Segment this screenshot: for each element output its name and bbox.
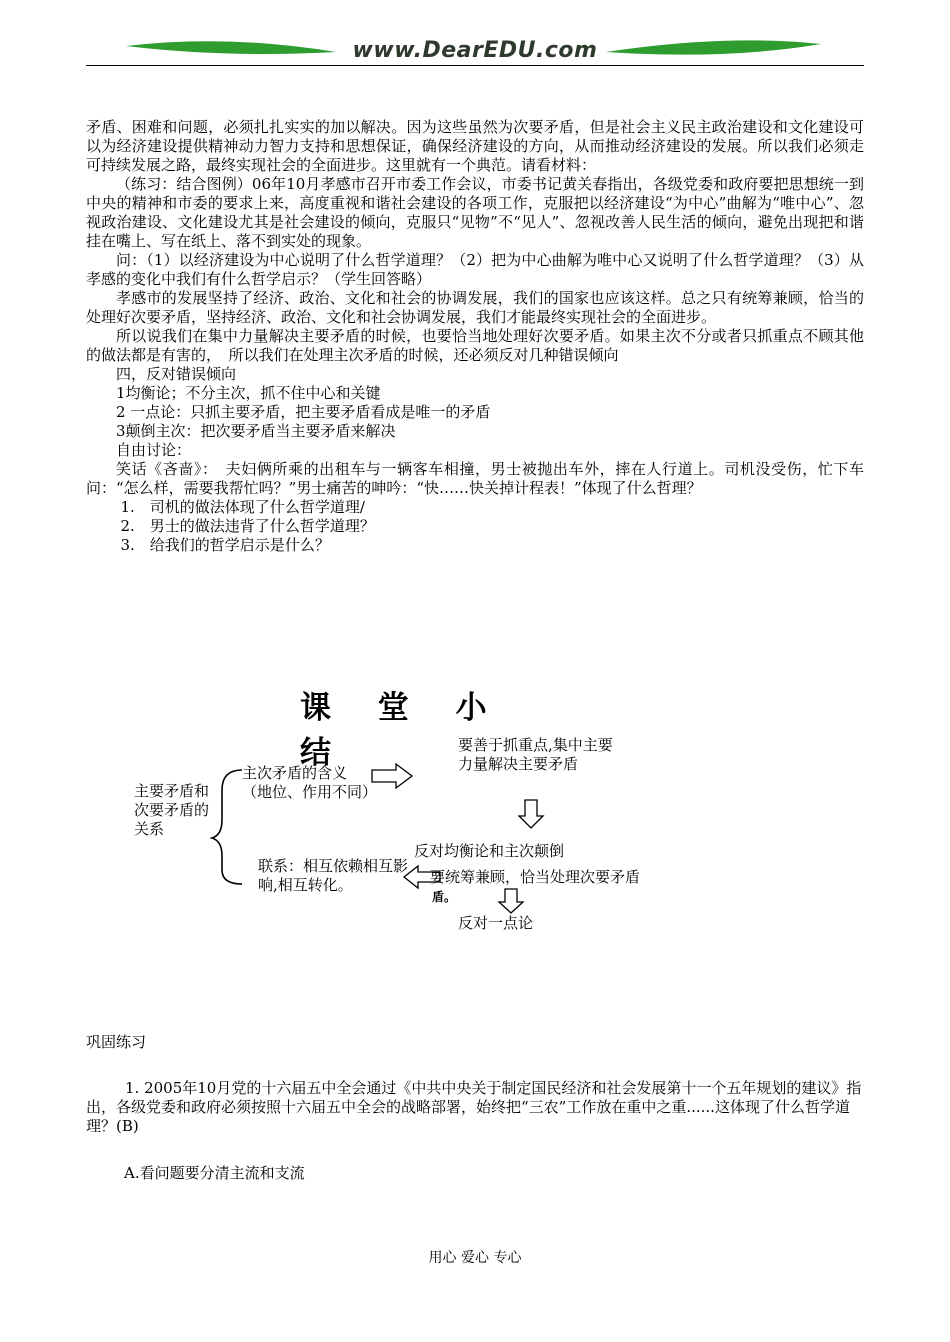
paragraph: 矛盾、困难和问题，必须扎扎实实的加以解决。因为这些虽然为次要矛盾，但是社会主义民主政治建设和文化建设可以为经济建设提供精神动力智力支持和思想保证，确保经济建设的方向，从而推动经济建设的发展。所以我们必须走可持续发展之路，最终实现社会的全面进步。这里就有一个典范。请看材料： xyxy=(86,118,864,174)
page-footer: 用心 爱心 专心 xyxy=(428,1250,522,1266)
paragraph: （练习：结合图例）06年10月孝感市召开市委工作会议，市委书记黄关春指出，各级党委和政府要把思想统一到中央的精神和市委的要求上来，高度重视和谐社会建设的各项工作，克服把以经济建设“为中心”曲解为“唯中心”、忽视政治建设、文化建设尤其是社会建设的倾向，克服只“见物”不“见人”、忽视改善人民生活的倾向，避免出现把和谐挂在嘴上、写在纸上、落不到实处的现象。 xyxy=(86,175,864,250)
diagram-result-tail: 盾。 xyxy=(432,890,457,904)
practice-title: 巩固练习 xyxy=(86,1033,147,1051)
question-item: 3. 给我们的哲学启示是什么？ xyxy=(120,536,330,554)
diagram-oppose-onepoint: 反对一点论 xyxy=(458,914,534,932)
site-logo-text: www.DearEDU.com xyxy=(352,38,598,63)
diagram-result-focus: 要善于抓重点,集中主要力量解决主要矛盾 xyxy=(458,736,613,773)
summary-title: 课 堂 小 结 xyxy=(300,690,505,771)
question-item: 1. 司机的做法体现了什么哲学道理/ xyxy=(120,498,365,516)
question-text: 1. 2005年10月党的十六届五中全会通过《中共中央关于制定国民经济和社会发展第十一个五年规划的建议》指出，各级党委和政府必须按照十六届五中全会的战略部署，始终把“三农”工作放在重中之重......这体现了什么哲学道理？(B) xyxy=(86,1079,862,1135)
list-item: 1均衡论；不分主次，抓不住中心和关键 xyxy=(116,384,381,402)
paragraph: 自由讨论： xyxy=(116,441,192,459)
section-heading: 四，反对错误倾向 xyxy=(116,365,237,383)
list-item: 2 一点论：只抓主要矛盾，把主要矛盾看成是唯一的矛盾 xyxy=(116,403,491,421)
question-item: 2. 男士的做法违背了什么哲学道理？ xyxy=(120,517,375,535)
diagram-result-overall: 要统筹兼顾，恰当处理次要矛盾 xyxy=(430,868,641,886)
list-item: 3颠倒主次：把次要矛盾当主要矛盾来解决 xyxy=(116,422,396,440)
paragraph: 所以说我们在集中力量解决主要矛盾的时候，也要恰当地处理好次要矛盾。如果主次不分或者只抓重点不顾其他的做法都是有害的， 所以我们在处理主次矛盾的时候，还必须反对几种错误倾向 xyxy=(86,327,864,364)
paragraph: 笑话《吝啬》： 夫妇俩所乘的出租车与一辆客车相撞，男士被抛出车外，摔在人行道上。司机没受伤，忙下车问：“怎么样，需要我帮忙吗？”男士痛苦的呻吟：“快……快关掉计程表！”体现了什么哲理？ xyxy=(86,460,864,497)
paragraph: 孝感市的发展坚持了经济、政治、文化和社会的协调发展，我们的国家也应该这样。总之只有统筹兼顾，恰当的处理好次要矛盾，坚持经济、政治、文化和社会协调发展，我们才能最终实现社会的全面进步。 xyxy=(86,289,864,326)
diagram-oppose-balance: 反对均衡论和主次颠倒 xyxy=(414,842,565,860)
diagram-root: 主要矛盾和次要矛盾的关系 xyxy=(134,782,210,838)
answer-option-a: A.看问题要分清主流和支流 xyxy=(124,1164,305,1182)
paragraph: 问：（1）以经济建设为中心说明了什么哲学道理？（2）把为中心曲解为唯中心又说明了什么哲学道理？（3）从孝感的变化中我们有什么哲学启示？（学生回答略） xyxy=(86,251,864,288)
practice-question xyxy=(86,1079,864,1136)
diagram-branch-meaning: 主次矛盾的含义（地位、作用不同） xyxy=(242,764,378,801)
diagram-branch-relation: 联系：相互依赖相互影响,相互转化。 xyxy=(258,857,409,894)
